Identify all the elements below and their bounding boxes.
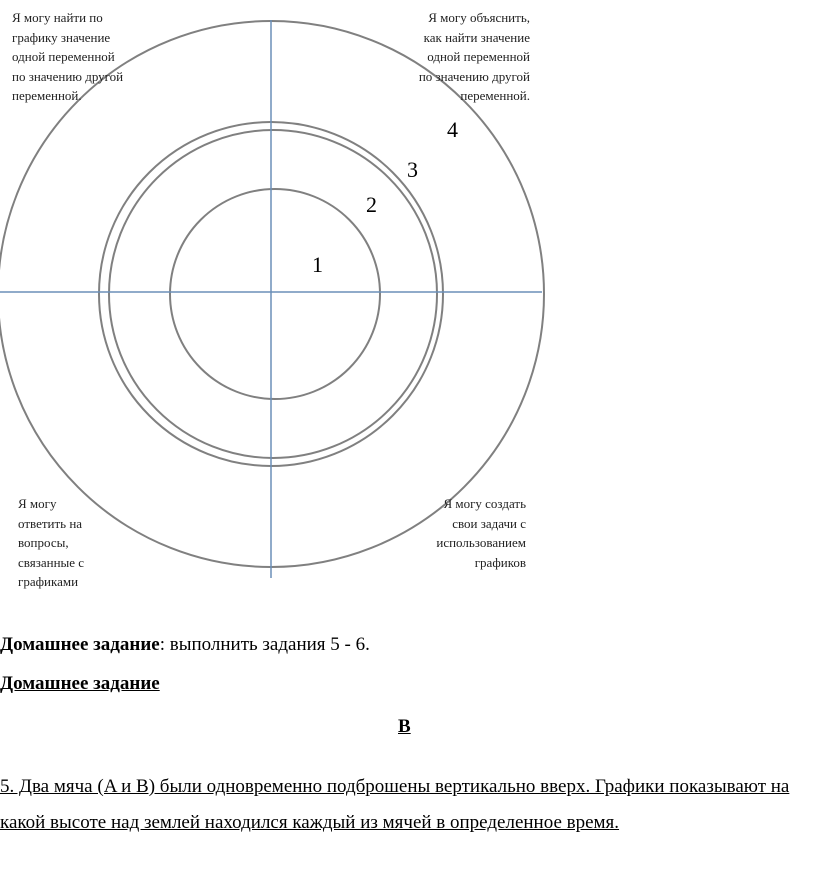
ring-label-3: 3 xyxy=(407,157,418,182)
ring-label-1: 1 xyxy=(312,252,323,277)
variant-letter: B xyxy=(398,716,411,737)
homework-heading-bold: Домашнее задание xyxy=(0,634,160,655)
corner-text-top-left: Я могу найти по графику значение одной переменной по значению другой переменной. xyxy=(12,10,124,103)
ring-2b xyxy=(109,130,437,458)
corner-text-bottom-left: Я могу ответить на вопросы, связанные с графиками xyxy=(18,496,85,589)
ring-1 xyxy=(170,189,380,399)
ring-label-4: 4 xyxy=(447,117,458,142)
homework-heading: Домашнее задание xyxy=(0,673,160,694)
homework-assignment-text: : выполнить задания 5 - 6. xyxy=(159,634,370,655)
corner-text-bottom-right: Я могу создать свои задачи с использованием графиков xyxy=(436,496,526,570)
homework-line xyxy=(0,632,370,658)
ring-label-2: 2 xyxy=(366,192,377,217)
corner-text-top-right: Я могу объяснить, как найти значение одной переменной по значению другой переменной. xyxy=(418,10,530,103)
task-5-text: 5. Два мяча (A и B) были одновременно подброшены вертикально вверх. Графики показывают на какой высоте над землей находился каждый из мячей в определенное время. xyxy=(0,776,790,833)
